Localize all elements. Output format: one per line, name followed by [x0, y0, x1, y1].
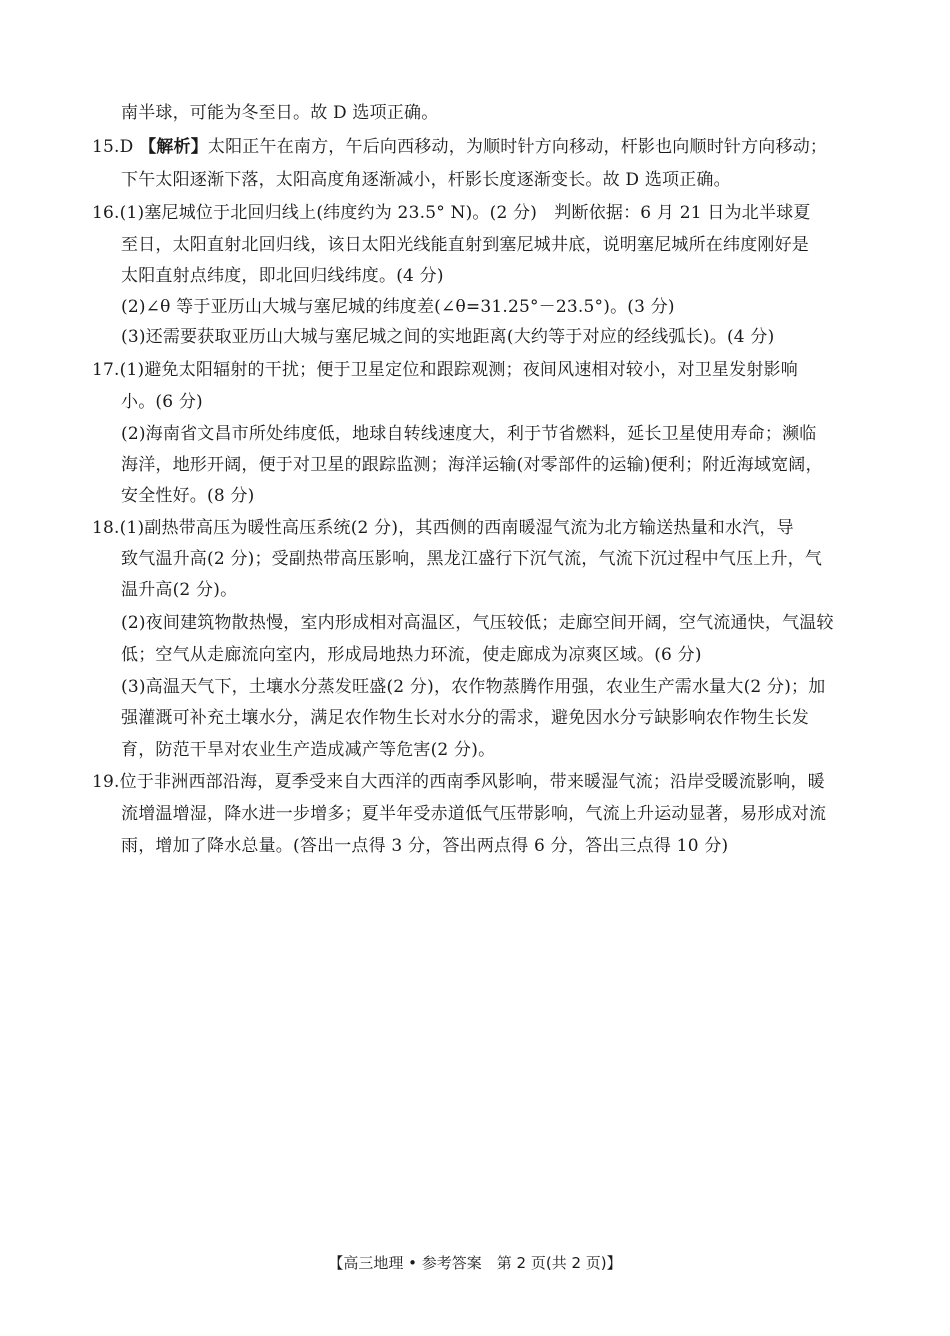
q16-p1-text-1: (1)塞尼城位于北回归线上(纬度约为 23.5° N)。(2 分) 判断依据：6 月 21 日为北半球夏 [119, 203, 811, 223]
q18-p3-line-3: 育，防范干旱对农业生产造成减产等危害(2 分)。 [121, 740, 496, 760]
q18-p3-line-1: (3)高温天气下，土壤水分蒸发旺盛(2 分)，农作物蒸腾作用强，农业生产需水量大(2 分)；加 [121, 677, 826, 697]
q17-p1-line-2: 小。(6 分) [121, 392, 203, 412]
q18-p1-text-1: (1)副热带高压为暖性高压系统(2 分)，其西侧的西南暖湿气流为北方输送热量和水汽，导 [119, 518, 794, 538]
q15-line-1 [92, 137, 827, 157]
q18-p1-line-3: 温升高(2 分)。 [121, 580, 238, 600]
q18-number: 18. [92, 518, 120, 538]
q18-p3-line-2: 强灌溉可补充土壤水分，满足农作物生长对水分的需求，避免因水分亏缺影响农作物生长发 [121, 708, 809, 728]
q14-tail-line: 南半球，可能为冬至日。故 D 选项正确。 [121, 103, 439, 123]
q19-line-1 [92, 772, 825, 792]
q18-p2-line-1: (2)夜间建筑物散热慢，室内形成相对高温区，气压较低；走廊空间开阔，空气流通快，气温较 [121, 613, 834, 633]
q16-p3: (3)还需要获取亚历山大城与塞尼城之间的实地距离(大约等于对应的经线弧长)。(4 分) [121, 327, 775, 347]
q17-p2-line-2: 海洋，地形开阔，便于对卫星的跟踪监测；海洋运输(对零部件的运输)便利；附近海域宽阔， [121, 455, 823, 475]
q18-p2-line-2: 低；空气从走廊流向室内，形成局地热力环流，使走廊成为凉爽区域。(6 分) [121, 645, 702, 665]
q16-line-1 [92, 203, 811, 223]
q19-number: 19. [92, 772, 120, 792]
q19-line-2: 流增温增湿，降水进一步增多；夏半年受赤道低气压带影响，气流上升运动显著，易形成对流 [121, 804, 827, 824]
q19-text-1: 位于非洲西部沿海，夏季受来自大西洋的西南季风影响，带来暖湿气流；沿岸受暖流影响，暖 [119, 772, 825, 792]
q16-number: 16. [92, 203, 120, 223]
q17-number: 17. [92, 360, 120, 380]
page-footer: 【高三地理 • 参考答案 第 2 页(共 2 页)】 [328, 1254, 622, 1272]
q16-p2: (2)∠θ 等于亚历山大城与塞尼城的纬度差(∠θ=31.25°－23.5°)。(3 分) [121, 297, 675, 317]
q17-p1-text-1: (1)避免太阳辐射的干扰；便于卫星定位和跟踪观测；夜间风速相对较小，对卫星发射影响 [119, 360, 798, 380]
q18-line-1 [92, 518, 794, 538]
q16-p1-line-3: 太阳直射点纬度，即北回归线纬度。(4 分) [121, 266, 444, 286]
q15-choice: D [119, 137, 134, 157]
q19-line-3: 雨，增加了降水总量。(答出一点得 3 分，答出两点得 6 分，答出三点得 10 分) [121, 836, 729, 856]
q16-p1-line-2: 至日，太阳直射北回归线，该日太阳光线能直射到塞尼城井底，说明塞尼城所在纬度刚好是 [121, 235, 809, 255]
q15-line-2: 下午太阳逐渐下落，太阳高度角逐渐减小，杆影长度逐渐变长。故 D 选项正确。 [121, 170, 731, 190]
q17-p2-line-3: 安全性好。(8 分) [121, 486, 255, 506]
q15-number: 15. [92, 137, 120, 157]
q18-p1-line-2: 致气温升高(2 分)；受副热带高压影响，黑龙江盛行下沉气流，气流下沉过程中气压上升，气 [121, 549, 823, 569]
q17-p2-line-1: (2)海南省文昌市所处纬度低，地球自转线速度大，利于节省燃料，延长卫星使用寿命；濒临 [121, 424, 817, 444]
q15-text-1: 太阳正午在南方，午后向西移动，为顺时针方向移动，杆影也向顺时针方向移动； [207, 137, 828, 157]
q17-line-1 [92, 360, 798, 380]
q15-analysis-tag: 【解析】 [139, 137, 208, 157]
